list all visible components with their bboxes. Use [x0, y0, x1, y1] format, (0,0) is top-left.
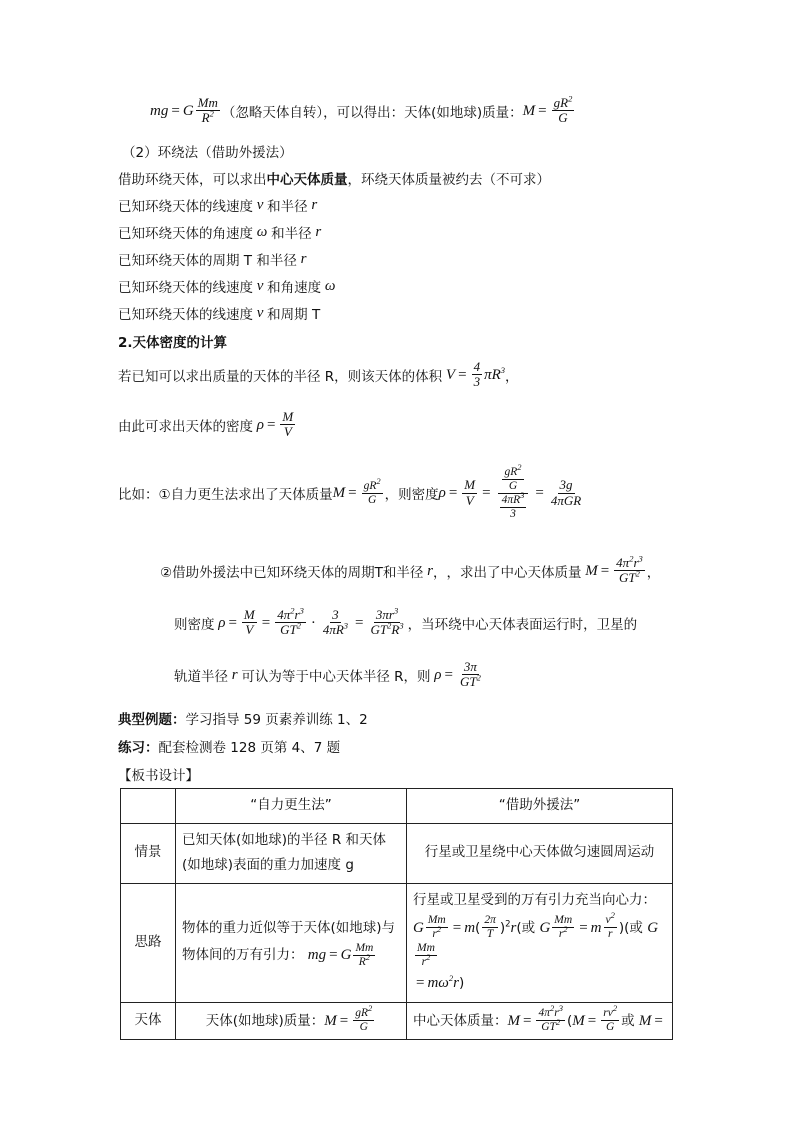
typical-example-line: 典型例题： 学习指导 59 页素养训练 1、2 [118, 712, 368, 728]
table-header-cell: “自力更生法” [176, 789, 407, 824]
row-label: 情景 [121, 823, 176, 883]
table-cell: 中心天体质量：M = $\frac{4\pi^2r^3}{GT^2}$ (M = $\frac{rv^2}{G}$ 或 M = [407, 1002, 673, 1040]
example-2-density-line: 则密度 ρ = $\frac{M}{V}$ = $\frac{4\pi^2r^3}{GT^2}$ · $\frac{3}{4\pi R^3}$ = $\frac{3\pi r^3}{GT^2R^3}$ ，当环绕中心天体表面运行时，卫星的 [174, 605, 638, 638]
section-2-title: 2.天体密度的计算 [118, 335, 228, 351]
table-cell: 已知天体(如地球)的半径 R 和天体(如地球)表面的重力加速度 g [176, 823, 407, 883]
gravity-mass-formula-line: mg = G $\frac{Mm}{R^2}$ （忽略天体自转），可以得出：天体(如地球)质量： M = $\frac{gR^2}{G}$ [150, 93, 573, 126]
volume-formula-line: 若已知可以求出质量的天体的半径 R，则该天体的体积 V = $\frac{4}{3}$ $\pi R^3$ ， [118, 359, 519, 390]
known-item-3: 已知环绕天体的周期 T 和半径 r [118, 250, 307, 269]
known-item-2: 已知环绕天体的角速度 ω 和半径 r [118, 223, 322, 242]
row-label: 天体 [121, 1002, 176, 1040]
table-cell: 天体(如地球)质量：M = $\frac{gR^2}{G}$ [176, 1002, 407, 1040]
table-header-cell: “借助外援法” [407, 789, 673, 824]
table-row [121, 883, 673, 1002]
example-2-radius-line: 轨道半径 r 可认为等于中心天体半径 R，则 ρ = $\frac{3\pi}{GT^2}$ [174, 659, 481, 690]
known-item-5: 已知环绕天体的线速度 v 和周期 T [118, 304, 321, 323]
practice-line: 练习： 配套检测卷 128 页第 4、7 题 [118, 740, 341, 756]
table-cell: 行星或卫星绕中心天体做匀速圆周运动 [407, 823, 673, 883]
board-design-table [120, 788, 673, 1040]
example-2-line: ②借助外援法中已知环绕天体的周期T和半径 r ， ，求出了中心天体质量 M = $\frac{4\pi^2r^3}{GT^2}$ ， [160, 553, 661, 586]
table-header-row [121, 789, 673, 824]
known-item-4: 已知环绕天体的线速度 v 和角速度 ω [118, 277, 336, 296]
example-1-line: 比如：①自力更生法求出了天体质量 M = $\frac{gR^2}{G}$ ，则密度 ρ = $\frac{M}{V}$ = $\frac{\frac{gR^2}{G}}{\frac{4\pi R^3}{3}}$ = $\frac{3g}{\text{4πGR}}$ [118, 462, 582, 520]
board-design-title: 【板书设计】 [118, 768, 199, 784]
table-row [121, 823, 673, 883]
formula-note: （忽略天体自转），可以得出：天体(如地球)质量： [221, 105, 523, 122]
density-formula-line: 由此可求出天体的密度 ρ = $\frac{M}{V}$ [118, 409, 294, 440]
table-row [121, 1002, 673, 1040]
table-header-cell [121, 789, 176, 824]
orbit-method-description: 借助环绕天体，可以求出 中心天体质量 ，环绕天体质量被约去（不可求） [118, 172, 550, 188]
orbit-method-heading: （2）环绕法（借助外援法） [122, 145, 293, 161]
table-cell: 行星或卫星受到的万有引力充当向心力： G $\frac{Mm}{r^2}$ = m( $\frac{2\pi}{T}$ )$^2$r(或 G $\frac{Mm}{r^2}$ = m $\frac{v^2}{r}$ )(或 G $\frac{Mm}{r^2}$ = $m\omega^2r$) [407, 883, 673, 1002]
known-item-1: 已知环绕天体的线速度 v 和半径 r [118, 196, 318, 215]
row-label: 思路 [121, 883, 176, 1002]
table-cell: 物体的重力近似等于天体(如地球)与物体间的万有引力： mg = G $\frac{Mm}{R^2}$ [176, 883, 407, 1002]
